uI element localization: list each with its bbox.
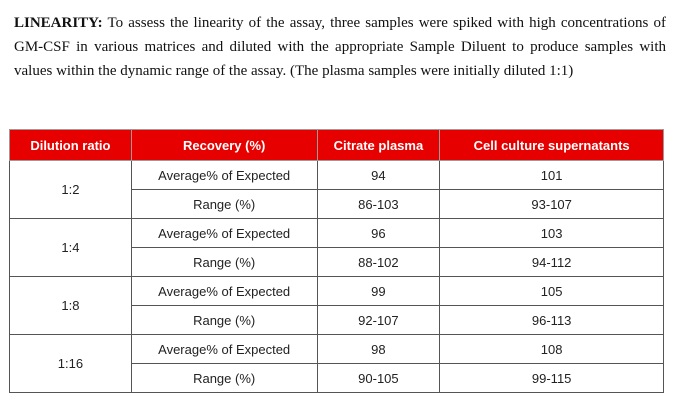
table-row xyxy=(10,335,664,364)
cell-culture-cell: 93-107 xyxy=(440,190,664,219)
recovery-label-cell: Average% of Expected xyxy=(131,277,317,306)
recovery-label-cell: Average% of Expected xyxy=(131,335,317,364)
citrate-plasma-cell: 86-103 xyxy=(317,190,440,219)
header-citrate-plasma: Citrate plasma xyxy=(317,130,440,161)
cell-culture-cell: 99-115 xyxy=(440,364,664,393)
citrate-plasma-cell: 96 xyxy=(317,219,440,248)
recovery-label-cell: Range (%) xyxy=(131,306,317,335)
table-row xyxy=(10,219,664,248)
citrate-plasma-cell: 88-102 xyxy=(317,248,440,277)
cell-culture-cell: 105 xyxy=(440,277,664,306)
linearity-heading: LINEARITY: xyxy=(14,15,103,31)
table-row xyxy=(10,161,664,190)
citrate-plasma-cell: 98 xyxy=(317,335,440,364)
table-header-row xyxy=(10,130,664,161)
header-cell-culture-supernatants: Cell culture supernatants xyxy=(440,130,664,161)
citrate-plasma-cell: 90-105 xyxy=(317,364,440,393)
recovery-label-cell: Average% of Expected xyxy=(131,219,317,248)
cell-culture-cell: 101 xyxy=(440,161,664,190)
header-dilution-ratio: Dilution ratio xyxy=(10,130,132,161)
citrate-plasma-cell: 92-107 xyxy=(317,306,440,335)
linearity-description: To assess the linearity of the assay, three samples were spiked with high concentrations of GM-CSF in various matrices and diluted with the appropriate Sample Diluent to produce samples with values within the dynamic range of the assay. (The plasma samples were initially diluted 1:1) xyxy=(14,15,666,79)
header-recovery: Recovery (%) xyxy=(131,130,317,161)
cell-culture-cell: 108 xyxy=(440,335,664,364)
linearity-table xyxy=(9,129,664,393)
cell-culture-cell: 103 xyxy=(440,219,664,248)
recovery-label-cell: Range (%) xyxy=(131,248,317,277)
table-row xyxy=(10,277,664,306)
recovery-label-cell: Range (%) xyxy=(131,190,317,219)
dilution-ratio-cell: 1:8 xyxy=(10,277,132,335)
dilution-ratio-cell: 1:16 xyxy=(10,335,132,393)
dilution-ratio-cell: 1:2 xyxy=(10,161,132,219)
citrate-plasma-cell: 94 xyxy=(317,161,440,190)
recovery-label-cell: Average% of Expected xyxy=(131,161,317,190)
cell-culture-cell: 96-113 xyxy=(440,306,664,335)
cell-culture-cell: 94-112 xyxy=(440,248,664,277)
dilution-ratio-cell: 1:4 xyxy=(10,219,132,277)
citrate-plasma-cell: 99 xyxy=(317,277,440,306)
linearity-paragraph xyxy=(14,11,666,83)
recovery-label-cell: Range (%) xyxy=(131,364,317,393)
